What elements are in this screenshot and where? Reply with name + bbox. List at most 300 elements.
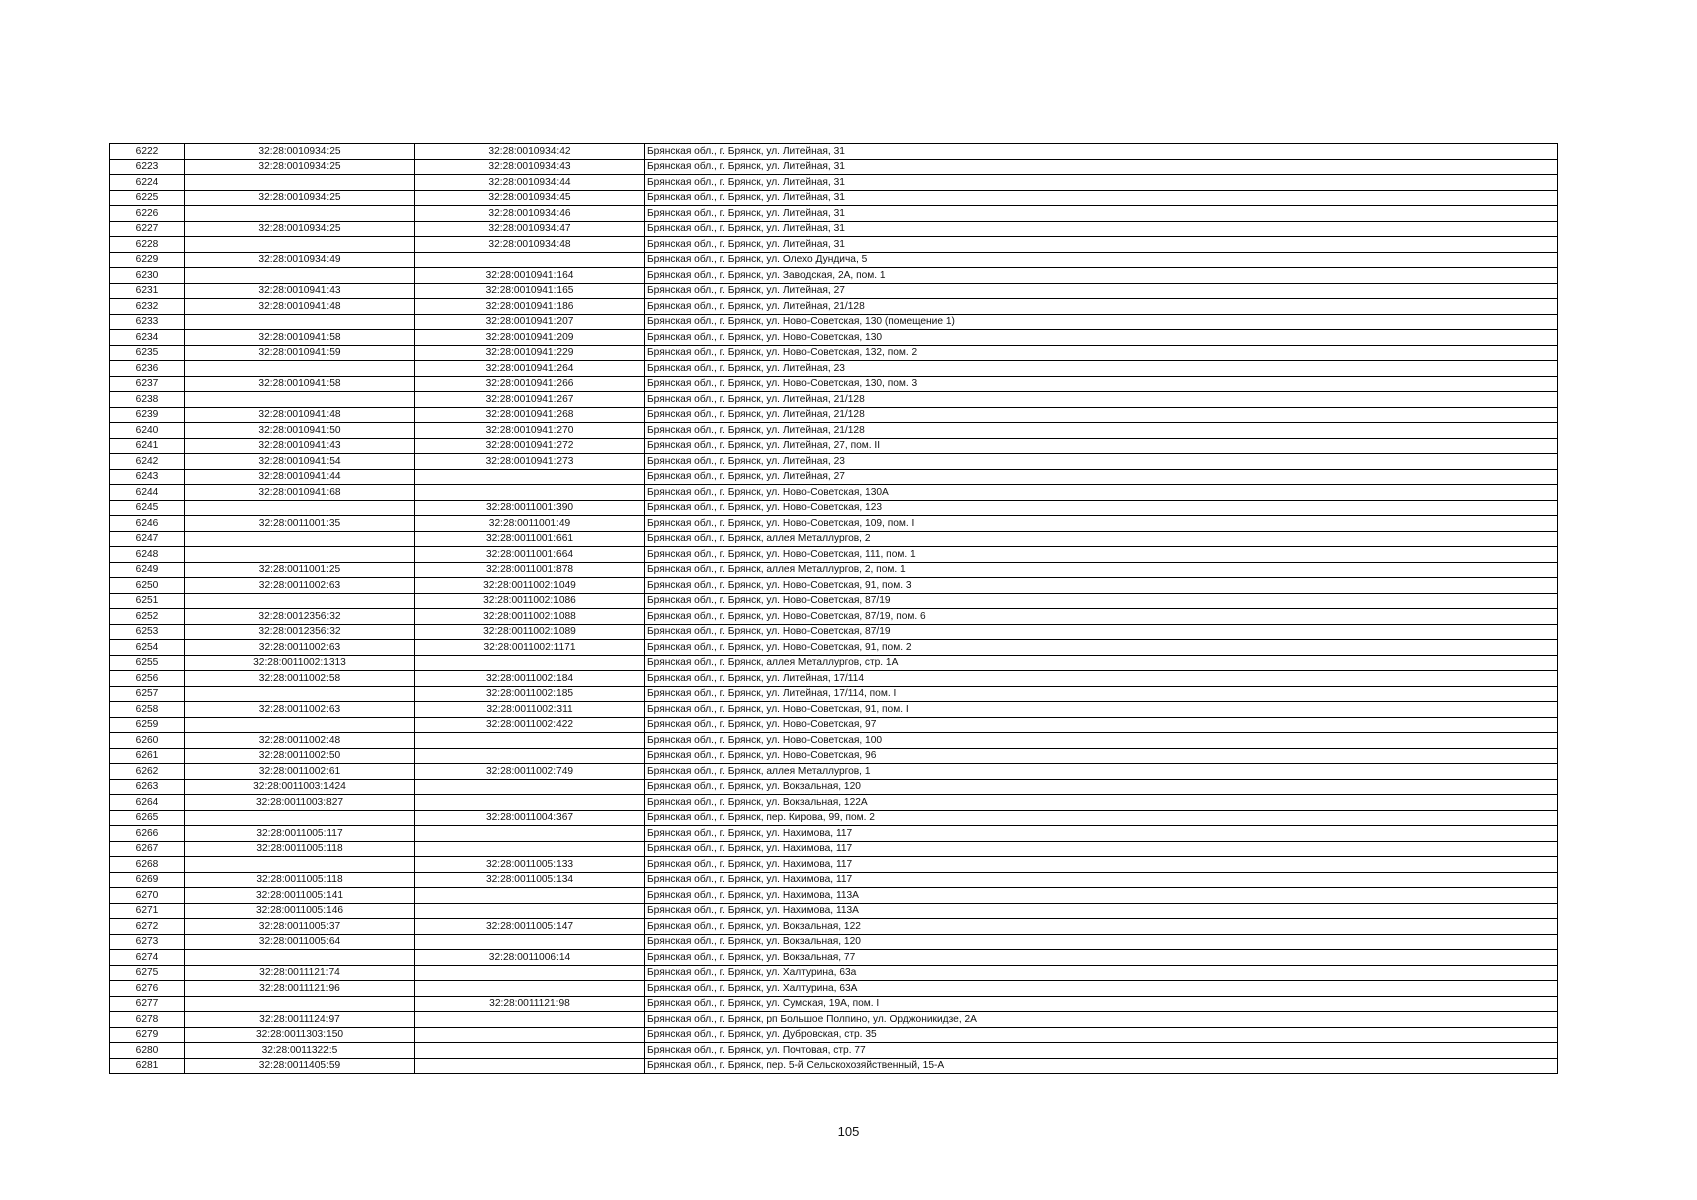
- row-number-cell: 6254: [110, 640, 185, 656]
- cadastral-number-cell: [415, 903, 645, 919]
- row-number-cell: 6280: [110, 1043, 185, 1059]
- row-number-cell: 6259: [110, 717, 185, 733]
- address-cell: Брянская обл., г. Брянск, ул. Халтурина, 63А: [645, 981, 1558, 997]
- table-row: [110, 841, 1558, 857]
- row-number-cell: 6249: [110, 562, 185, 578]
- cadastral-parent-cell: 32:28:0011001:25: [185, 562, 415, 578]
- row-number-cell: 6235: [110, 345, 185, 361]
- address-cell: Брянская обл., г. Брянск, пер. 5-й Сельскохозяйственный, 15-А: [645, 1058, 1558, 1074]
- address-cell: Брянская обл., г. Брянск, ул. Ново-Советская, 87/19: [645, 593, 1558, 609]
- row-number-cell: 6267: [110, 841, 185, 857]
- cadastral-number-cell: 32:28:0010934:42: [415, 144, 645, 160]
- table-row: [110, 547, 1558, 563]
- address-cell: Брянская обл., г. Брянск, ул. Ново-Советская, 130 (помещение 1): [645, 314, 1558, 330]
- address-cell: Брянская обл., г. Брянск, аллея Металлургов, 2, пом. 1: [645, 562, 1558, 578]
- cadastral-parent-cell: 32:28:0011002:63: [185, 578, 415, 594]
- row-number-cell: 6273: [110, 934, 185, 950]
- row-number-cell: 6236: [110, 361, 185, 377]
- table-row: [110, 206, 1558, 222]
- address-cell: Брянская обл., г. Брянск, ул. Ново-Советская, 91, пом. I: [645, 702, 1558, 718]
- cadastral-parent-cell: 32:28:0011121:74: [185, 965, 415, 981]
- table-row: [110, 996, 1558, 1012]
- cadastral-number-cell: [415, 1027, 645, 1043]
- cadastral-number-cell: 32:28:0010934:45: [415, 190, 645, 206]
- address-cell: Брянская обл., г. Брянск, ул. Вокзальная, 122: [645, 919, 1558, 935]
- address-cell: Брянская обл., г. Брянск, ул. Ново-Советская, 87/19: [645, 624, 1558, 640]
- cadastral-parent-cell: 32:28:0010934:25: [185, 144, 415, 160]
- row-number-cell: 6270: [110, 888, 185, 904]
- cadastral-number-cell: [415, 888, 645, 904]
- cadastral-number-cell: [415, 841, 645, 857]
- table-row: [110, 779, 1558, 795]
- address-cell: Брянская обл., г. Брянск, ул. Литейная, 21/128: [645, 392, 1558, 408]
- cadastral-number-cell: [415, 469, 645, 485]
- cadastral-parent-cell: 32:28:0012356:32: [185, 624, 415, 640]
- address-cell: Брянская обл., г. Брянск, ул. Вокзальная, 77: [645, 950, 1558, 966]
- table-row: [110, 655, 1558, 671]
- address-cell: Брянская обл., г. Брянск, ул. Ново-Советская, 97: [645, 717, 1558, 733]
- cadastral-number-cell: 32:28:0011001:664: [415, 547, 645, 563]
- cadastral-number-cell: 32:28:0011002:185: [415, 686, 645, 702]
- table-row: [110, 640, 1558, 656]
- cadastral-parent-cell: 32:28:0010941:58: [185, 330, 415, 346]
- cadastral-parent-cell: [185, 500, 415, 516]
- cadastral-parent-cell: [185, 175, 415, 191]
- table-body: [110, 144, 1558, 1074]
- cadastral-parent-cell: [185, 206, 415, 222]
- table-row: [110, 981, 1558, 997]
- cadastral-number-cell: 32:28:0010941:165: [415, 283, 645, 299]
- cadastral-parent-cell: [185, 686, 415, 702]
- table-row: [110, 407, 1558, 423]
- table-row: [110, 252, 1558, 268]
- address-cell: Брянская обл., г. Брянск, ул. Сумская, 19А, пом. I: [645, 996, 1558, 1012]
- page-number: 105: [837, 1124, 860, 1139]
- address-cell: Брянская обл., г. Брянск, ул. Дубровская, стр. 35: [645, 1027, 1558, 1043]
- table-row: [110, 1043, 1558, 1059]
- row-number-cell: 6224: [110, 175, 185, 191]
- row-number-cell: 6258: [110, 702, 185, 718]
- table-row: [110, 454, 1558, 470]
- table-row: [110, 175, 1558, 191]
- cadastral-number-cell: [415, 733, 645, 749]
- cadastral-number-cell: 32:28:0011002:1086: [415, 593, 645, 609]
- cadastral-parent-cell: 32:28:0011005:118: [185, 841, 415, 857]
- cadastral-number-cell: 32:28:0010941:264: [415, 361, 645, 377]
- cadastral-parent-cell: 32:28:0012356:32: [185, 609, 415, 625]
- table-row: [110, 702, 1558, 718]
- cadastral-number-cell: 32:28:0011002:1171: [415, 640, 645, 656]
- cadastral-number-cell: 32:28:0010941:267: [415, 392, 645, 408]
- row-number-cell: 6247: [110, 531, 185, 547]
- row-number-cell: 6245: [110, 500, 185, 516]
- table-row: [110, 888, 1558, 904]
- row-number-cell: 6238: [110, 392, 185, 408]
- address-cell: Брянская обл., г. Брянск, ул. Вокзальная, 120: [645, 934, 1558, 950]
- row-number-cell: 6260: [110, 733, 185, 749]
- table-row: [110, 748, 1558, 764]
- cadastral-number-cell: [415, 655, 645, 671]
- cadastral-parent-cell: [185, 531, 415, 547]
- cadastral-number-cell: 32:28:0010941:268: [415, 407, 645, 423]
- cadastral-number-cell: [415, 934, 645, 950]
- address-cell: Брянская обл., г. Брянск, аллея Металлургов, 2: [645, 531, 1558, 547]
- cadastral-parent-cell: 32:28:0011005:37: [185, 919, 415, 935]
- cadastral-parent-cell: 32:28:0010941:59: [185, 345, 415, 361]
- address-cell: Брянская обл., г. Брянск, ул. Ново-Советская, 123: [645, 500, 1558, 516]
- address-cell: Брянская обл., г. Брянск, аллея Металлургов, 1: [645, 764, 1558, 780]
- table-row: [110, 361, 1558, 377]
- row-number-cell: 6244: [110, 485, 185, 501]
- table-row: [110, 485, 1558, 501]
- cadastral-parent-cell: 32:28:0011405:59: [185, 1058, 415, 1074]
- table-row: [110, 516, 1558, 532]
- cadastral-number-cell: 32:28:0011002:749: [415, 764, 645, 780]
- row-number-cell: 6265: [110, 810, 185, 826]
- cadastral-number-cell: 32:28:0010934:44: [415, 175, 645, 191]
- cadastral-number-cell: 32:28:0010934:43: [415, 159, 645, 175]
- address-cell: Брянская обл., г. Брянск, ул. Нахимова, 117: [645, 826, 1558, 842]
- cadastral-parent-cell: 32:28:0011322:5: [185, 1043, 415, 1059]
- cadastral-parent-cell: 32:28:0011003:1424: [185, 779, 415, 795]
- cadastral-parent-cell: [185, 857, 415, 873]
- cadastral-parent-cell: 32:28:0011002:61: [185, 764, 415, 780]
- table-row: [110, 392, 1558, 408]
- address-cell: Брянская обл., г. Брянск, рп Большое Полпино, ул. Орджоникидзе, 2А: [645, 1012, 1558, 1028]
- cadastral-parent-cell: 32:28:0010941:54: [185, 454, 415, 470]
- cadastral-number-cell: [415, 748, 645, 764]
- cadastral-parent-cell: 32:28:0010941:48: [185, 407, 415, 423]
- address-cell: Брянская обл., г. Брянск, ул. Литейная, 31: [645, 159, 1558, 175]
- table-row: [110, 190, 1558, 206]
- address-cell: Брянская обл., г. Брянск, ул. Вокзальная, 120: [645, 779, 1558, 795]
- cadastral-number-cell: 32:28:0011002:1049: [415, 578, 645, 594]
- cadastral-number-cell: 32:28:0011005:134: [415, 872, 645, 888]
- cadastral-number-cell: [415, 779, 645, 795]
- row-number-cell: 6228: [110, 237, 185, 253]
- row-number-cell: 6237: [110, 376, 185, 392]
- address-cell: Брянская обл., г. Брянск, ул. Литейная, 23: [645, 361, 1558, 377]
- cadastral-parent-cell: [185, 996, 415, 1012]
- cadastral-parent-cell: 32:28:0011002:58: [185, 671, 415, 687]
- table-row: [110, 795, 1558, 811]
- cadastral-parent-cell: 32:28:0011002:63: [185, 702, 415, 718]
- address-cell: Брянская обл., г. Брянск, аллея Металлургов, стр. 1А: [645, 655, 1558, 671]
- row-number-cell: 6257: [110, 686, 185, 702]
- table-row: [110, 624, 1558, 640]
- address-cell: Брянская обл., г. Брянск, ул. Литейная, 31: [645, 206, 1558, 222]
- row-number-cell: 6277: [110, 996, 185, 1012]
- table-row: [110, 1027, 1558, 1043]
- address-cell: Брянская обл., г. Брянск, ул. Ново-Советская, 87/19, пом. 6: [645, 609, 1558, 625]
- cadastral-number-cell: 32:28:0011005:133: [415, 857, 645, 873]
- cadastral-number-cell: 32:28:0011002:422: [415, 717, 645, 733]
- row-number-cell: 6246: [110, 516, 185, 532]
- cadastral-number-cell: 32:28:0010941:207: [415, 314, 645, 330]
- table-row: [110, 531, 1558, 547]
- address-cell: Брянская обл., г. Брянск, ул. Почтовая, стр. 77: [645, 1043, 1558, 1059]
- cadastral-number-cell: 32:28:0010934:47: [415, 221, 645, 237]
- address-cell: Брянская обл., г. Брянск, ул. Ново-Советская, 111, пом. 1: [645, 547, 1558, 563]
- cadastral-parent-cell: 32:28:0010941:43: [185, 283, 415, 299]
- address-cell: Брянская обл., г. Брянск, ул. Нахимова, 117: [645, 872, 1558, 888]
- address-cell: Брянская обл., г. Брянск, ул. Халтурина, 63а: [645, 965, 1558, 981]
- table-row: [110, 159, 1558, 175]
- row-number-cell: 6279: [110, 1027, 185, 1043]
- cadastral-number-cell: 32:28:0011001:49: [415, 516, 645, 532]
- cadastral-parent-cell: 32:28:0011001:35: [185, 516, 415, 532]
- address-cell: Брянская обл., г. Брянск, ул. Литейная, 27, пом. II: [645, 438, 1558, 454]
- row-number-cell: 6263: [110, 779, 185, 795]
- table-row: [110, 872, 1558, 888]
- cadastral-parent-cell: 32:28:0011303:150: [185, 1027, 415, 1043]
- cadastral-parent-cell: [185, 392, 415, 408]
- table-row: [110, 857, 1558, 873]
- cadastral-parent-cell: 32:28:0011121:96: [185, 981, 415, 997]
- table-row: [110, 764, 1558, 780]
- address-cell: Брянская обл., г. Брянск, ул. Ново-Советская, 132, пом. 2: [645, 345, 1558, 361]
- cadastral-parent-cell: 32:28:0010941:68: [185, 485, 415, 501]
- row-number-cell: 6266: [110, 826, 185, 842]
- row-number-cell: 6243: [110, 469, 185, 485]
- table-row: [110, 562, 1558, 578]
- table-row: [110, 671, 1558, 687]
- table-row: [110, 826, 1558, 842]
- cadastral-number-cell: 32:28:0010941:209: [415, 330, 645, 346]
- table-row: [110, 578, 1558, 594]
- address-cell: Брянская обл., г. Брянск, ул. Литейная, 23: [645, 454, 1558, 470]
- address-cell: Брянская обл., г. Брянск, ул. Вокзальная, 122А: [645, 795, 1558, 811]
- row-number-cell: 6268: [110, 857, 185, 873]
- address-cell: Брянская обл., г. Брянск, ул. Заводская, 2А, пом. 1: [645, 268, 1558, 284]
- cadastral-number-cell: [415, 1012, 645, 1028]
- cadastral-parent-cell: 32:28:0011003:827: [185, 795, 415, 811]
- table-row: [110, 283, 1558, 299]
- row-number-cell: 6229: [110, 252, 185, 268]
- cadastral-number-cell: 32:28:0010941:164: [415, 268, 645, 284]
- cadastral-number-cell: 32:28:0010941:273: [415, 454, 645, 470]
- cadastral-parent-cell: [185, 237, 415, 253]
- cadastral-number-cell: 32:28:0011001:878: [415, 562, 645, 578]
- cadastral-number-cell: 32:28:0010934:46: [415, 206, 645, 222]
- row-number-cell: 6261: [110, 748, 185, 764]
- cadastral-number-cell: 32:28:0010941:272: [415, 438, 645, 454]
- row-number-cell: 6231: [110, 283, 185, 299]
- table-row: [110, 593, 1558, 609]
- cadastral-number-cell: 32:28:0010941:266: [415, 376, 645, 392]
- cadastral-parent-cell: 32:28:0010941:58: [185, 376, 415, 392]
- address-cell: Брянская обл., г. Брянск, ул. Литейная, 17/114, пом. I: [645, 686, 1558, 702]
- cadastral-parent-cell: [185, 547, 415, 563]
- table-row: [110, 686, 1558, 702]
- row-number-cell: 6227: [110, 221, 185, 237]
- table-row: [110, 1012, 1558, 1028]
- cadastral-number-cell: 32:28:0011001:661: [415, 531, 645, 547]
- address-cell: Брянская обл., г. Брянск, ул. Литейная, 31: [645, 237, 1558, 253]
- table-row: [110, 500, 1558, 516]
- address-cell: Брянская обл., г. Брянск, ул. Нахимова, 113А: [645, 903, 1558, 919]
- address-cell: Брянская обл., г. Брянск, ул. Олехо Дундича, 5: [645, 252, 1558, 268]
- cadastral-parent-cell: 32:28:0011005:141: [185, 888, 415, 904]
- row-number-cell: 6272: [110, 919, 185, 935]
- cadastral-parent-cell: 32:28:0011002:50: [185, 748, 415, 764]
- row-number-cell: 6223: [110, 159, 185, 175]
- cadastral-table: [109, 143, 1558, 1074]
- row-number-cell: 6278: [110, 1012, 185, 1028]
- cadastral-parent-cell: [185, 950, 415, 966]
- row-number-cell: 6262: [110, 764, 185, 780]
- cadastral-parent-cell: [185, 810, 415, 826]
- address-cell: Брянская обл., г. Брянск, ул. Литейная, 27: [645, 469, 1558, 485]
- table-row: [110, 237, 1558, 253]
- row-number-cell: 6241: [110, 438, 185, 454]
- table-row: [110, 733, 1558, 749]
- cadastral-parent-cell: 32:28:0010941:48: [185, 299, 415, 315]
- row-number-cell: 6264: [110, 795, 185, 811]
- address-cell: Брянская обл., г. Брянск, ул. Ново-Советская, 91, пом. 2: [645, 640, 1558, 656]
- cadastral-number-cell: 32:28:0011002:1088: [415, 609, 645, 625]
- cadastral-parent-cell: 32:28:0011124:97: [185, 1012, 415, 1028]
- table-row: [110, 299, 1558, 315]
- table-row: [110, 144, 1558, 160]
- cadastral-number-cell: 32:28:0010941:229: [415, 345, 645, 361]
- cadastral-parent-cell: [185, 361, 415, 377]
- cadastral-parent-cell: 32:28:0010934:25: [185, 190, 415, 206]
- cadastral-parent-cell: 32:28:0011005:118: [185, 872, 415, 888]
- table-row: [110, 314, 1558, 330]
- address-cell: Брянская обл., г. Брянск, ул. Литейная, 31: [645, 144, 1558, 160]
- row-number-cell: 6253: [110, 624, 185, 640]
- row-number-cell: 6275: [110, 965, 185, 981]
- row-number-cell: 6250: [110, 578, 185, 594]
- cadastral-parent-cell: [185, 593, 415, 609]
- cadastral-number-cell: 32:28:0011121:98: [415, 996, 645, 1012]
- address-cell: Брянская обл., г. Брянск, ул. Литейная, 21/128: [645, 423, 1558, 439]
- table-row: [110, 423, 1558, 439]
- row-number-cell: 6222: [110, 144, 185, 160]
- table-row: [110, 1058, 1558, 1074]
- cadastral-number-cell: [415, 1043, 645, 1059]
- cadastral-number-cell: [415, 485, 645, 501]
- cadastral-number-cell: 32:28:0010934:48: [415, 237, 645, 253]
- row-number-cell: 6251: [110, 593, 185, 609]
- cadastral-parent-cell: 32:28:0010941:43: [185, 438, 415, 454]
- cadastral-number-cell: 32:28:0011005:147: [415, 919, 645, 935]
- address-cell: Брянская обл., г. Брянск, ул. Ново-Советская, 100: [645, 733, 1558, 749]
- cadastral-parent-cell: 32:28:0010934:25: [185, 221, 415, 237]
- row-number-cell: 6242: [110, 454, 185, 470]
- cadastral-number-cell: 32:28:0011006:14: [415, 950, 645, 966]
- row-number-cell: 6255: [110, 655, 185, 671]
- row-number-cell: 6256: [110, 671, 185, 687]
- address-cell: Брянская обл., г. Брянск, ул. Нахимова, 117: [645, 841, 1558, 857]
- cadastral-number-cell: 32:28:0011004:367: [415, 810, 645, 826]
- address-cell: Брянская обл., г. Брянск, ул. Нахимова, 113А: [645, 888, 1558, 904]
- cadastral-number-cell: 32:28:0010941:270: [415, 423, 645, 439]
- address-cell: Брянская обл., г. Брянск, ул. Литейная, 21/128: [645, 407, 1558, 423]
- address-cell: Брянская обл., г. Брянск, ул. Литейная, 31: [645, 190, 1558, 206]
- address-cell: Брянская обл., г. Брянск, ул. Нахимова, 117: [645, 857, 1558, 873]
- table-row: [110, 934, 1558, 950]
- cadastral-parent-cell: 32:28:0011005:117: [185, 826, 415, 842]
- address-cell: Брянская обл., г. Брянск, ул. Литейная, 31: [645, 221, 1558, 237]
- cadastral-number-cell: 32:28:0011002:311: [415, 702, 645, 718]
- address-cell: Брянская обл., г. Брянск, ул. Ново-Советская, 109, пом. I: [645, 516, 1558, 532]
- table-row: [110, 717, 1558, 733]
- cadastral-number-cell: [415, 252, 645, 268]
- cadastral-number-cell: 32:28:0011001:390: [415, 500, 645, 516]
- address-cell: Брянская обл., г. Брянск, ул. Ново-Советская, 96: [645, 748, 1558, 764]
- cadastral-parent-cell: [185, 314, 415, 330]
- table-row: [110, 469, 1558, 485]
- row-number-cell: 6230: [110, 268, 185, 284]
- cadastral-parent-cell: 32:28:0011002:1313: [185, 655, 415, 671]
- row-number-cell: 6234: [110, 330, 185, 346]
- row-number-cell: 6269: [110, 872, 185, 888]
- cadastral-parent-cell: 32:28:0011005:64: [185, 934, 415, 950]
- cadastral-number-cell: 32:28:0011002:1089: [415, 624, 645, 640]
- row-number-cell: 6274: [110, 950, 185, 966]
- cadastral-number-cell: [415, 826, 645, 842]
- table-row: [110, 345, 1558, 361]
- cadastral-number-cell: [415, 795, 645, 811]
- address-cell: Брянская обл., г. Брянск, ул. Литейная, 31: [645, 175, 1558, 191]
- address-cell: Брянская обл., г. Брянск, ул. Литейная, 27: [645, 283, 1558, 299]
- row-number-cell: 6271: [110, 903, 185, 919]
- table-row: [110, 376, 1558, 392]
- cadastral-number-cell: [415, 965, 645, 981]
- cadastral-number-cell: [415, 981, 645, 997]
- address-cell: Брянская обл., г. Брянск, ул. Литейная, 21/128: [645, 299, 1558, 315]
- table-row: [110, 609, 1558, 625]
- row-number-cell: 6239: [110, 407, 185, 423]
- address-cell: Брянская обл., г. Брянск, ул. Ново-Советская, 130, пом. 3: [645, 376, 1558, 392]
- cadastral-parent-cell: 32:28:0010934:25: [185, 159, 415, 175]
- cadastral-parent-cell: 32:28:0010941:50: [185, 423, 415, 439]
- cadastral-parent-cell: 32:28:0011005:146: [185, 903, 415, 919]
- address-cell: Брянская обл., г. Брянск, ул. Ново-Советская, 130А: [645, 485, 1558, 501]
- row-number-cell: 6252: [110, 609, 185, 625]
- cadastral-parent-cell: 32:28:0011002:63: [185, 640, 415, 656]
- address-cell: Брянская обл., г. Брянск, ул. Литейная, 17/114: [645, 671, 1558, 687]
- table-row: [110, 268, 1558, 284]
- table-row: [110, 810, 1558, 826]
- row-number-cell: 6226: [110, 206, 185, 222]
- table-row: [110, 965, 1558, 981]
- row-number-cell: 6276: [110, 981, 185, 997]
- address-cell: Брянская обл., г. Брянск, ул. Ново-Советская, 130: [645, 330, 1558, 346]
- row-number-cell: 6232: [110, 299, 185, 315]
- table-row: [110, 221, 1558, 237]
- row-number-cell: 6225: [110, 190, 185, 206]
- table-row: [110, 950, 1558, 966]
- row-number-cell: 6248: [110, 547, 185, 563]
- cadastral-parent-cell: 32:28:0010941:44: [185, 469, 415, 485]
- address-cell: Брянская обл., г. Брянск, пер. Кирова, 99, пом. 2: [645, 810, 1558, 826]
- table-row: [110, 919, 1558, 935]
- row-number-cell: 6240: [110, 423, 185, 439]
- cadastral-parent-cell: 32:28:0010934:49: [185, 252, 415, 268]
- table-row: [110, 438, 1558, 454]
- cadastral-number-cell: 32:28:0011002:184: [415, 671, 645, 687]
- cadastral-parent-cell: [185, 717, 415, 733]
- cadastral-parent-cell: 32:28:0011002:48: [185, 733, 415, 749]
- address-cell: Брянская обл., г. Брянск, ул. Ново-Советская, 91, пом. 3: [645, 578, 1558, 594]
- row-number-cell: 6281: [110, 1058, 185, 1074]
- table-row: [110, 330, 1558, 346]
- row-number-cell: 6233: [110, 314, 185, 330]
- table-row: [110, 903, 1558, 919]
